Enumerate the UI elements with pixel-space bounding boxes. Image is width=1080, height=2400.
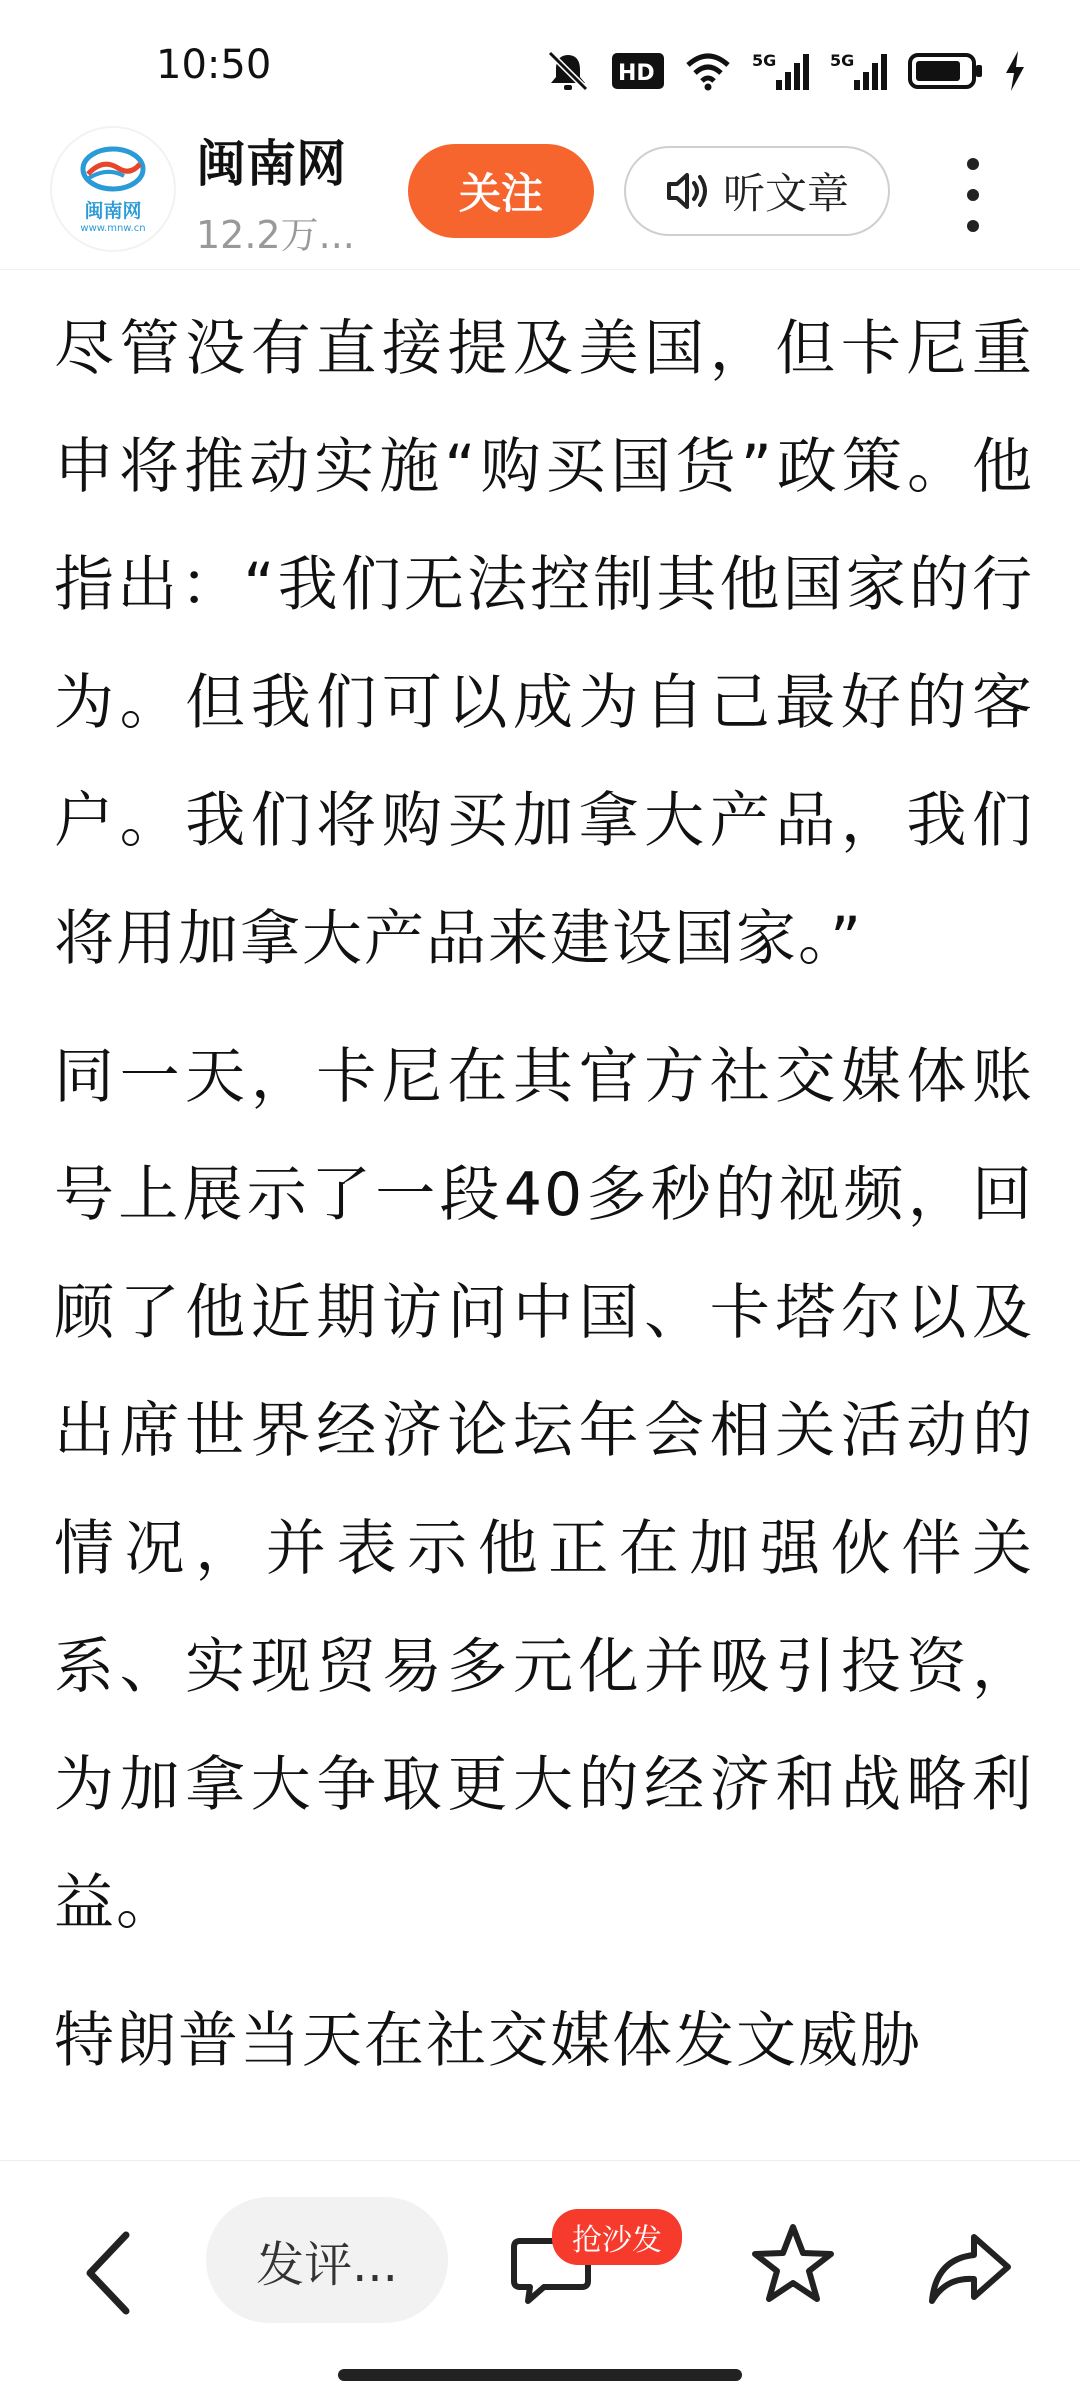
source-fans-count: 12.2万...: [196, 213, 355, 257]
star-favorite-icon[interactable]: [748, 2219, 838, 2309]
status-icons: [544, 46, 1026, 96]
listen-article-button[interactable]: [624, 146, 890, 236]
svg-text:5G: 5G: [830, 51, 855, 70]
source-name[interactable]: 闽南网: [196, 135, 346, 193]
speaker-icon: [665, 169, 713, 213]
comment-input[interactable]: 发评...: [206, 2197, 448, 2323]
article-header: [0, 120, 1080, 270]
logo-name: 闽南网: [84, 200, 142, 222]
back-arrow-icon[interactable]: [70, 2223, 150, 2323]
listen-label: 听文章: [722, 169, 849, 218]
logo-url: www.mnw.cn: [80, 223, 146, 234]
5g-signal-icon: [752, 50, 810, 92]
follow-button[interactable]: 关注: [408, 144, 594, 238]
article-paragraph: 尽管没有直接提及美国，但卡尼重申将推动实施“购买国货”政策。他指出：“我们无法控制其他国家的行为。但我们可以成为自己最好的客户。我们将购买加拿大产品，我们将用加拿大产品来建设国家。”: [54, 314, 1034, 974]
article-body: [54, 290, 1034, 2150]
svg-text:HD: HD: [618, 61, 655, 86]
bottom-action-bar: [0, 2160, 1080, 2400]
first-comment-badge[interactable]: 抢沙发: [552, 2209, 682, 2265]
more-options-icon[interactable]: [948, 150, 998, 240]
status-time: 10:50: [156, 42, 272, 88]
5g-signal-icon: [830, 50, 888, 92]
source-logo[interactable]: [52, 128, 174, 250]
battery-icon: [908, 53, 984, 89]
home-indicator[interactable]: [338, 2369, 742, 2381]
hd-icon: [612, 53, 664, 89]
mute-icon: [544, 49, 592, 93]
wifi-icon: [684, 51, 732, 91]
logo-mark-icon: [78, 144, 148, 194]
charging-icon: [1004, 51, 1026, 91]
article-paragraph: 特朗普当天在社交媒体发文威胁: [54, 2006, 922, 2076]
article-paragraph: 同一天，卡尼在其官方社交媒体账号上展示了一段40多秒的视频，回顾了他近期访问中国、卡塔尔以及出席世界经济论坛年会相关活动的情况，并表示他正在加强伙伴关系、实现贸易多元化并吸引投资，为加拿大争取更大的经济和战略利益。: [54, 1042, 1034, 1938]
svg-text:5G: 5G: [752, 51, 777, 70]
status-bar: [0, 0, 1080, 140]
share-icon[interactable]: [924, 2223, 1014, 2313]
